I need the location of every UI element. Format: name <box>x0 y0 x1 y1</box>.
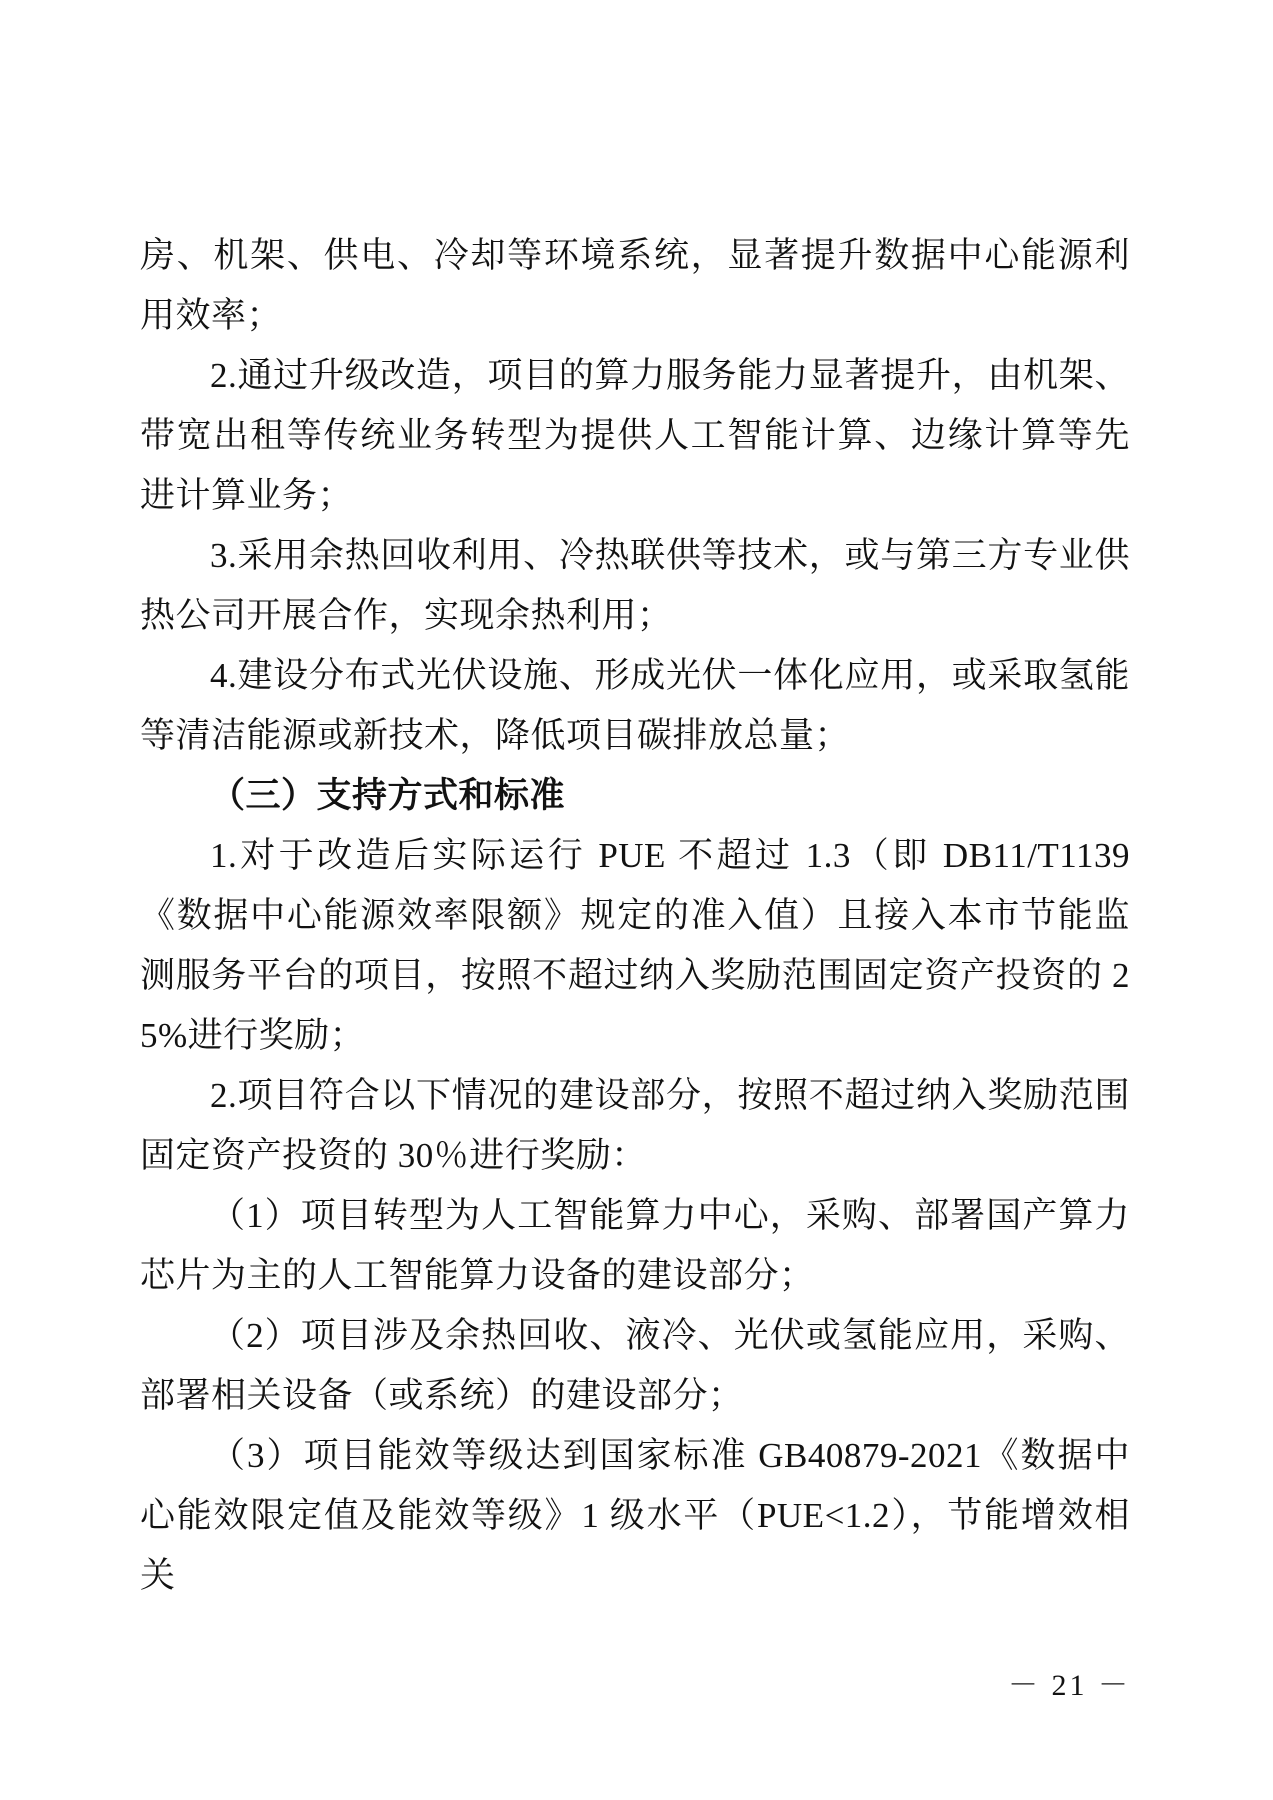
paragraph-9: （2）项目涉及余热回收、液冷、光伏或氢能应用，采购、部署相关设备（或系统）的建设部分； <box>140 1316 1130 1415</box>
paragraph-10: （3）项目能效等级达到国家标准 GB40879-2021《数据中心能效限定值及能效等级》1 级水平（PUE<1.2），节能增效相关 <box>140 1436 1130 1595</box>
paragraph-7: 2.项目符合以下情况的建设部分，按照不超过纳入奖励范围固定资产投资的 30％进行奖励： <box>140 1076 1130 1175</box>
paragraph-4: 4.建设分布式光伏设施、形成光伏一体化应用，或采取氢能等清洁能源或新技术，降低项目碳排放总量； <box>140 656 1130 755</box>
document-body <box>140 226 1130 1606</box>
paragraph-1: 房、机架、供电、冷却等环境系统，显著提升数据中心能源利用效率； <box>140 236 1130 335</box>
section-heading: （三）支持方式和标准 <box>210 776 566 815</box>
paragraph-3: 3.采用余热回收利用、冷热联供等技术，或与第三方专业供热公司开展合作，实现余热利用； <box>140 536 1130 635</box>
paragraph-8: （1）项目转型为人工智能算力中心，采购、部署国产算力芯片为主的人工智能算力设备的建设部分； <box>140 1196 1130 1295</box>
page-number: － 21 － <box>1008 1669 1131 1702</box>
paragraph-6: 1.对于改造后实际运行 PUE 不超过 1.3（即 DB11/T1139《数据中心能源效率限额》规定的准入值）且接入本市节能监测服务平台的项目，按照不超过纳入奖励范围固定资产投资的 25%进行奖励； <box>140 836 1130 1055</box>
paragraph-2: 2.通过升级改造，项目的算力服务能力显著提升，由机架、带宽出租等传统业务转型为提供人工智能计算、边缘计算等先进计算业务； <box>140 356 1130 515</box>
